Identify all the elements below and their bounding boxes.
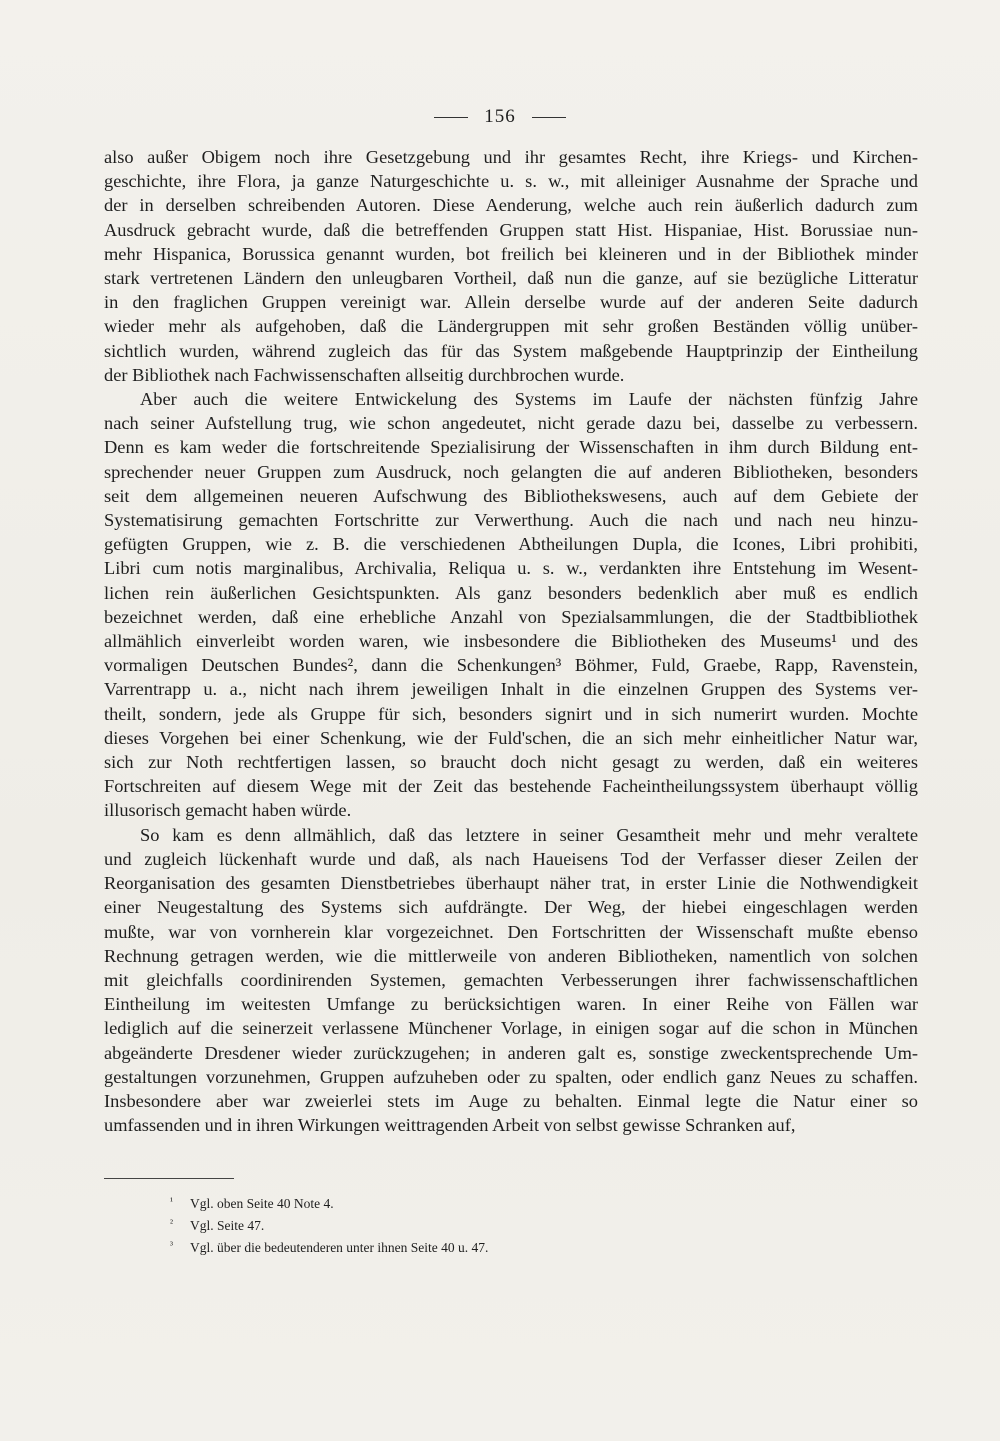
footnote-mark: ² bbox=[170, 1218, 173, 1229]
text-line: stark vertretenen Ländern den unleugbaren Vortheil, daß nun die ganze, auf sie bezügliche Litteratur bbox=[104, 268, 918, 289]
text-line: wieder mehr als aufgehoben, daß die Ländergruppen mit sehr großen Beständen völlig unüber- bbox=[104, 316, 918, 337]
text-line: Aber auch die weitere Entwickelung des Systems im Laufe der nächsten fünfzig Jahre bbox=[140, 389, 918, 410]
text-line: gestaltungen vorzunehmen, Gruppen aufzuheben oder zu spalten, oder endlich ganz Neues zu schaffen. bbox=[104, 1066, 918, 1087]
text-line: mußte, war von vornherein klar vorgezeichnet. Den Fortschritten der Wissenschaft mußte ebenso bbox=[104, 921, 918, 942]
text-line: Libri cum notis marginalibus, Archivalia, Reliqua u. s. w., verdankten ihre Entstehung im Wesent- bbox=[104, 558, 918, 579]
text-line: bezeichnet werden, daß eine erhebliche Anzahl von Spezialsammlungen, die der Stadtbibliothek bbox=[104, 606, 918, 627]
text-line: allmählich einverleibt worden waren, wie insbesondere die Bibliotheken des Museums¹ und des bbox=[104, 631, 918, 652]
text-line: in den fraglichen Gruppen vereinigt war. Allein derselbe wurde auf der anderen Seite dadurch bbox=[104, 292, 918, 313]
text-line: der Bibliothek nach Fachwissenschaften allseitig durchbrochen wurde. bbox=[104, 364, 625, 385]
footnote-separator bbox=[104, 1178, 234, 1179]
text-line: lediglich auf die seinerzeit verlassene Münchener Vorlage, in einigen sogar auf die schon in München bbox=[104, 1018, 918, 1039]
text-line: Denn es kam weder die fortschreitende Spezialisirung der Wissenschaften in ihm durch Bildung ent- bbox=[104, 437, 918, 458]
text-line: Reorganisation des gesamten Dienstbetriebes überhaupt näher trat, in erster Linie die Nothwendigkeit bbox=[104, 873, 918, 894]
text-line: vormaligen Deutschen Bundes², dann die Schenkungen³ Böhmer, Fuld, Graebe, Rapp, Ravenstein, bbox=[104, 655, 918, 676]
page-number-text: 156 bbox=[484, 106, 516, 127]
text-line: sichtlich wurden, während zugleich das für das System maßgebende Hauptprinzip der Eintheilung bbox=[104, 340, 918, 361]
text-line: geschichte, ihre Flora, ja ganze Naturgeschichte u. s. w., mit alleiniger Ausnahme der Sprache und bbox=[104, 171, 918, 192]
text-line: Varrentrapp u. a., nicht nach ihrem jeweiligen Inhalt in die einzelnen Gruppen des Systems ver- bbox=[104, 679, 918, 700]
footnotes bbox=[170, 1192, 770, 1258]
page-number bbox=[0, 106, 1000, 128]
text-line: Rechnung getragen werden, wie die mittlerweile von anderen Bibliotheken, namentlich von solchen bbox=[104, 945, 918, 966]
footnote bbox=[170, 1236, 770, 1258]
text-line: Eintheilung im weitesten Umfange zu berücksichtigen waren. In einer Reihe von Fällen war bbox=[104, 994, 918, 1015]
text-line: theilt, sondern, jede als Gruppe für sich, besonders signirt und in sich numerirt wurden. Mochte bbox=[104, 703, 918, 724]
paragraph bbox=[104, 145, 918, 387]
text-line: Insbesondere aber war zweierlei stets im Auge zu behalten. Einmal legte die Natur einer so bbox=[104, 1090, 918, 1111]
paragraph bbox=[104, 387, 918, 823]
page-number-dash-right bbox=[532, 117, 566, 118]
text-line: abgeänderte Dresdener wieder zurückzugehen; in anderen galt es, sonstige zweckentsprechende Um- bbox=[104, 1042, 918, 1063]
body-text bbox=[104, 145, 918, 1137]
footnote bbox=[170, 1214, 770, 1236]
text-line: einer Neugestaltung des Systems sich aufdrängte. Der Weg, der hiebei eingeschlagen werden bbox=[104, 897, 918, 918]
text-line: mit gleichfalls coordinirenden Systemen, gemachten Verbesserungen ihrer fachwissenschaftlichen bbox=[104, 969, 918, 990]
text-line: und zugleich lückenhaft wurde und daß, als nach Haueisens Tod der Verfasser dieser Zeilen der bbox=[104, 848, 918, 869]
text-line: Systematisirung gemachten Fortschritte zur Verwerthung. Auch die nach und nach neu hinzu- bbox=[104, 510, 918, 531]
text-line: Ausdruck gebracht wurde, daß die betreffenden Gruppen statt Hist. Hispaniae, Hist. Borussiae nun- bbox=[104, 219, 918, 240]
text-line: der in derselben schreibenden Autoren. Diese Aenderung, welche auch rein äußerlich dadurch zum bbox=[104, 195, 918, 216]
paragraph bbox=[104, 823, 918, 1138]
text-line: lichen rein äußerlichen Gesichtspunkten. Als ganz besonders bedenklich aber muß es endlich bbox=[104, 582, 918, 603]
text-line: gefügten Gruppen, wie z. B. die verschiedenen Abtheilungen Dupla, die Icones, Libri prohibiti, bbox=[104, 534, 918, 555]
footnote-text: Vgl. Seite 47. bbox=[190, 1218, 265, 1233]
text-line: Fortschreiten auf diesem Wege mit der Zeit das bestehende Facheintheilungssystem überhaupt völlig bbox=[104, 776, 918, 797]
text-line: sich zur Noth rechtfertigen lassen, so braucht doch nicht gesagt zu werden, daß ein weiteres bbox=[104, 752, 918, 773]
footnote bbox=[170, 1192, 770, 1214]
text-line: also außer Obigem noch ihre Gesetzgebung und ihr gesamtes Recht, ihre Kriegs- und Kirchen- bbox=[104, 147, 918, 167]
text-line: umfassenden und in ihren Wirkungen weittragenden Arbeit von selbst gewisse Schranken auf, bbox=[104, 1115, 796, 1136]
footnote-mark: ³ bbox=[170, 1240, 173, 1251]
footnote-text: Vgl. über die bedeutenderen unter ihnen Seite 40 u. 47. bbox=[190, 1240, 489, 1255]
text-line: illusorisch gemacht haben würde. bbox=[104, 800, 352, 821]
text-line: sprechender neuer Gruppen zum Ausdruck, noch gelangten die auf anderen Bibliotheken, besonders bbox=[104, 461, 918, 482]
text-line: seit dem allgemeinen neueren Aufschwung des Bibliothekswesens, auch auf dem Gebiete der bbox=[104, 485, 918, 506]
page-number-dash-left bbox=[434, 117, 468, 118]
footnote-mark: ¹ bbox=[170, 1196, 173, 1207]
text-line: So kam es denn allmählich, daß das letztere in seiner Gesamtheit mehr und mehr veraltete bbox=[140, 824, 918, 845]
text-line: nach seiner Aufstellung trug, wie schon angedeutet, nicht gerade dazu bei, dasselbe zu verbessern. bbox=[104, 413, 918, 434]
text-line: mehr Hispanica, Borussica genannt wurden, bot freilich bei kleineren und in der Bibliothek minder bbox=[104, 243, 918, 264]
text-line: dieses Vorgehen bei einer Schenkung, wie der Fuld'schen, die an sich mehr einheitlicher Natur war, bbox=[104, 727, 918, 748]
footnote-text: Vgl. oben Seite 40 Note 4. bbox=[190, 1196, 334, 1211]
